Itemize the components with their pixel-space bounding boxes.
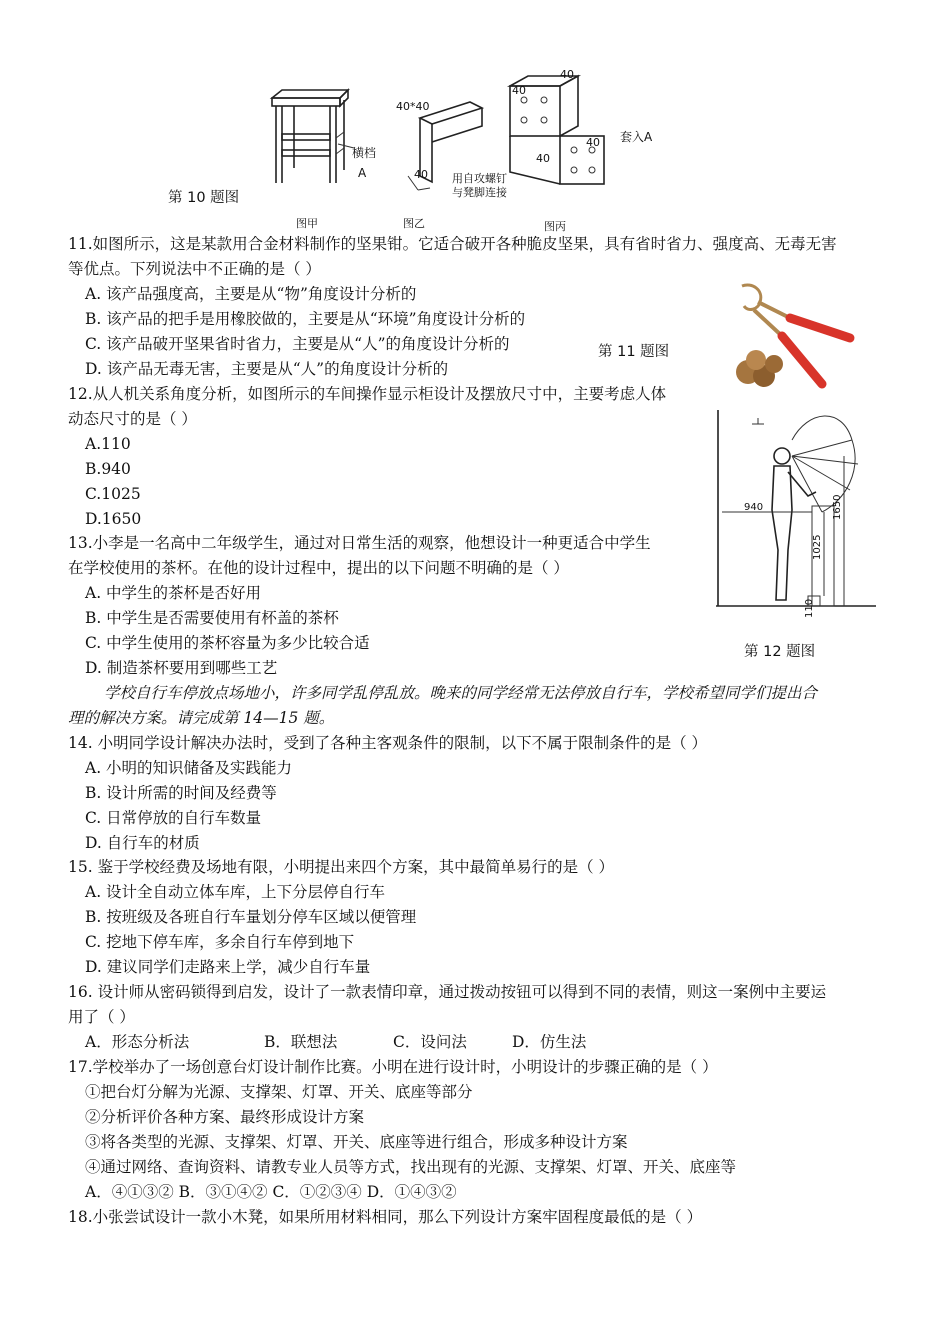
q14-option-d: D. 自行车的材质 bbox=[85, 834, 200, 852]
q17-step-4: ④通过网络、查询资料、请教专业人员等方式，找出现有的光源、支撑架、灯罩、开关、底座等 bbox=[85, 1158, 737, 1176]
fig10-caption: 第 10 题图 bbox=[168, 190, 240, 206]
q13-option-c: C. 中学生使用的茶杯容量为多少比较合适 bbox=[85, 634, 370, 652]
fig10-screw-note-2: 与凳脚连接 bbox=[452, 186, 507, 199]
fig10-stool-drawing bbox=[268, 88, 388, 188]
q16-option-d: D．仿生法 bbox=[512, 1033, 587, 1051]
context-line-2: 理的解决方案。请完成第 14—15 题。 bbox=[68, 709, 335, 727]
fig12-caption: 第 12 题图 bbox=[744, 644, 816, 660]
fig10-dim-c-2: 40 bbox=[512, 84, 526, 97]
fig12-dim-1025: 1025 bbox=[812, 534, 823, 560]
fig10-dim-c-3: 40 bbox=[586, 136, 600, 149]
q17-stem: 17.学校举办了一场创意台灯设计制作比赛。小明在进行设计时，小明设计的步骤正确的是（ ） bbox=[68, 1058, 718, 1076]
fig10-label-jia: 图甲 bbox=[296, 217, 318, 230]
q16-option-c: C．设问法 bbox=[393, 1033, 467, 1051]
fig10-heng-dang-label: 横档 bbox=[352, 146, 377, 160]
q14-option-c: C. 日常停放的自行车数量 bbox=[85, 809, 262, 827]
q16-option-a: A．形态分析法 bbox=[85, 1033, 190, 1051]
fig10-label-yi: 图乙 bbox=[403, 217, 425, 230]
q13-option-b: B. 中学生是否需要使用有杯盖的茶杯 bbox=[85, 609, 339, 627]
fig10-letter-a: A bbox=[358, 166, 367, 180]
q11-option-c: C. 该产品破开坚果省时省力，主要是从“人”的角度设计分析的 bbox=[85, 335, 510, 353]
fig10-dim-c-1: 40 bbox=[560, 68, 574, 81]
q12-stem-line-2: 动态尺寸的是（ ） bbox=[68, 410, 197, 428]
fig11-caption: 第 11 题图 bbox=[598, 344, 670, 360]
q13-stem-line-2: 在学校使用的茶杯。在他的设计过程中，提出的以下问题不明确的是（ ） bbox=[68, 559, 569, 577]
fig10-label-bing: 图丙 bbox=[544, 220, 566, 233]
q17-answers: A．④①③② B．③①④② C．①②③④ D．①④③② bbox=[85, 1183, 457, 1201]
fig10-tao-ru-label: 套入A bbox=[620, 130, 653, 144]
fig10-screw-note-1: 用自攻螺钉 bbox=[452, 172, 507, 185]
q11-stem-line-2: 等优点。下列说法中不正确的是（ ） bbox=[68, 260, 321, 278]
q12-option-c: C.1025 bbox=[85, 485, 141, 503]
q11-option-a: A. 该产品强度高，主要是从“物”角度设计分析的 bbox=[85, 285, 417, 303]
q12-option-b: B.940 bbox=[85, 460, 131, 478]
q14-option-a: A. 小明的知识储备及实践能力 bbox=[85, 759, 293, 777]
q15-stem: 15. 鉴于学校经费及场地有限，小明提出来四个方案，其中最简单易行的是（ ） bbox=[68, 858, 615, 876]
fig11-nutcracker-drawing bbox=[730, 280, 870, 400]
context-line-1: 学校自行车停放点场地小，许多同学乱停乱放。晚来的同学经常无法停放自行车，学校希望同学们提出合 bbox=[104, 684, 818, 702]
q16-stem-line-1: 16. 设计师从密码锁得到启发，设计了一款表情印章，通过拨动按钮可以得到不同的表情，则这一案例中主要运 bbox=[68, 983, 827, 1001]
q16-stem-line-2: 用了（ ） bbox=[68, 1008, 135, 1026]
fig10-dim-40: 40 bbox=[414, 168, 428, 181]
q12-stem-line-1: 12.从人机关系角度分析，如图所示的车间操作显示柜设计及摆放尺寸中，主要考虑人体 bbox=[68, 385, 667, 403]
q11-option-b: B. 该产品的把手是用橡胶做的，主要是从“环境”角度设计分析的 bbox=[85, 310, 526, 328]
q18-stem: 18.小张尝试设计一款小木凳，如果所用材料相同，那么下列设计方案牢固程度最低的是（ ） bbox=[68, 1208, 703, 1226]
q13-stem-line-1: 13.小李是一名高中二年级学生，通过对日常生活的观察，他想设计一种更适合中学生 bbox=[68, 534, 651, 552]
q13-option-a: A. 中学生的茶杯是否好用 bbox=[85, 584, 262, 602]
q17-step-2: ②分析评价各种方案、最终形成设计方案 bbox=[85, 1108, 365, 1126]
q15-option-b: B. 按班级及各班自行车量划分停车区域以便管理 bbox=[85, 908, 417, 926]
q14-stem: 14. 小明同学设计解决办法时，受到了各种主客观条件的限制，以下不属于限制条件的是（ ） bbox=[68, 734, 708, 752]
q16-option-b: B．联想法 bbox=[264, 1033, 338, 1051]
q15-option-a: A. 设计全自动立体车库，上下分层停自行车 bbox=[85, 883, 386, 901]
q13-option-d: D. 制造茶杯要用到哪些工艺 bbox=[85, 659, 278, 677]
q14-option-b: B. 设计所需的时间及经费等 bbox=[85, 784, 277, 802]
q12-option-d: D.1650 bbox=[85, 510, 142, 528]
fig12-ergonomics-drawing bbox=[712, 400, 882, 615]
q15-option-d: D. 建议同学们走路来上学，减少自行车量 bbox=[85, 958, 371, 976]
fig12-dim-110: 110 bbox=[804, 598, 815, 618]
q15-option-c: C. 挖地下停车库，多余自行车停到地下 bbox=[85, 933, 355, 951]
q17-step-1: ①把台灯分解为光源、支撑架、灯罩、开关、底座等部分 bbox=[85, 1083, 473, 1101]
q12-option-a: A.110 bbox=[85, 435, 131, 453]
q17-step-3: ③将各类型的光源、支撑架、灯罩、开关、底座等进行组合，形成多种设计方案 bbox=[85, 1133, 628, 1151]
q11-stem-line-1: 11.如图所示，这是某款用合金材料制作的坚果钳。它适合破开各种脆皮坚果，具有省时省力、强度高、无毒无害 bbox=[68, 235, 837, 253]
fig10-dim-c-4: 40 bbox=[536, 152, 550, 165]
q11-option-d: D. 该产品无毒无害，主要是从“人”的角度设计分析的 bbox=[85, 360, 449, 378]
fig10-dim-4040: 40*40 bbox=[396, 100, 430, 113]
fig12-dim-1650: 1650 bbox=[832, 494, 843, 520]
fig12-dim-940: 940 bbox=[744, 502, 764, 513]
